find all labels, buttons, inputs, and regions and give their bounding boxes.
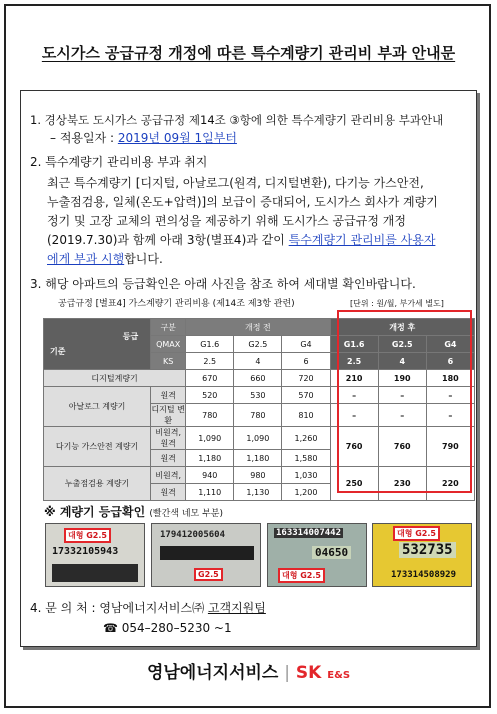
ks-before-cell: 2.5 <box>186 353 234 370</box>
fee-cell: 660 <box>234 370 282 387</box>
fee-cell-new: – <box>426 387 474 404</box>
fee-cell: 670 <box>186 370 234 387</box>
photo-heading <box>44 503 223 523</box>
qmax-after-cell: G4 <box>426 336 474 353</box>
fee-cell-new: 790 <box>426 427 474 467</box>
fee-cell-new: – <box>378 404 426 427</box>
fee-cell: 980 <box>234 467 282 484</box>
fee-cell: 1,090 <box>186 427 234 450</box>
section3-subtitle: 공급규정 [별표4] 가스계량기 관리비용 (제14조 제3항 관련) <box>58 299 295 309</box>
fee-cell-new: 220 <box>426 467 474 501</box>
fee-cell: 520 <box>186 387 234 404</box>
fee-cell: 1,260 <box>282 427 330 450</box>
section2-heading: 2. 특수계량기 관리비용 부과 취지 <box>30 155 208 169</box>
meter-photo-3 <box>267 523 367 587</box>
fee-cell: 570 <box>282 387 330 404</box>
sk-logo: SK <box>295 663 322 683</box>
ks-before-cell: 4 <box>234 353 282 370</box>
unit-note: [단위 : 원/월, 부가세 별도] <box>350 299 444 308</box>
qmax-before-cell: G2.5 <box>234 336 282 353</box>
multi-label: 다기능 가스안전 계량기 <box>44 427 151 467</box>
division-label: 구분 <box>151 319 186 336</box>
contact-phone: ☎ 054–280–5230 ~1 <box>103 621 232 635</box>
ks-label: KS <box>151 353 186 370</box>
fee-cell: 1,180 <box>234 450 282 467</box>
section2-line5 <box>47 250 163 268</box>
fee-cell: 1,090 <box>234 427 282 450</box>
sub-label: 디지털 변환 <box>151 405 185 425</box>
es-logo: E&S <box>327 670 351 681</box>
fee-cell-new: 760 <box>330 427 378 467</box>
fee-cell: 1,030 <box>282 467 330 484</box>
fee-cell-new: 250 <box>330 467 378 501</box>
fee-cell: 780 <box>186 404 234 427</box>
sub-label: 비원격, 원격 <box>151 427 186 450</box>
meter-reading: 17332105943 <box>52 546 119 557</box>
fee-cell-new: 210 <box>330 370 378 387</box>
contact-line <box>30 599 266 617</box>
grade-standard-cell <box>44 319 151 370</box>
analog-label: 아날로그 계량기 <box>44 387 151 427</box>
qmax-before-cell: G1.6 <box>186 336 234 353</box>
line4-text: (2019.7.30)과 함께 아래 3항(별표4)과 같이 <box>47 233 285 247</box>
fee-cell-new: 230 <box>378 467 426 501</box>
leak-label: 누출점검용 계량기 <box>44 467 151 501</box>
fee-cell-new: – <box>378 387 426 404</box>
serial-number: 163314007442 <box>276 528 342 538</box>
section2-line1: 최근 특수계량기 [디지털, 아날로그(원격, 디지털변환), 다기능 가스안전, <box>47 176 424 190</box>
revised-highlight-box <box>337 310 472 493</box>
fee-cell-new: – <box>330 387 378 404</box>
fee-cell: 940 <box>186 467 234 484</box>
company-name: 영남에너지서비스 <box>146 663 279 683</box>
meter-photo-1 <box>45 523 145 587</box>
photo-heading-text: ※ 계량기 등급확인 <box>44 505 146 519</box>
qmax-after-cell: G1.6 <box>330 336 378 353</box>
fee-cell-new: 190 <box>378 370 426 387</box>
standard-label: 기준 <box>50 347 66 356</box>
section1-line1: 1. 경상북도 도시가스 공급규정 제14조 ③항에 의한 특수계량기 관리비용 부과안내 <box>30 113 444 127</box>
fee-cell-new: 180 <box>426 370 474 387</box>
divider: | <box>284 663 290 683</box>
meter-photo-4 <box>372 523 472 587</box>
ks-after-cell: 4 <box>378 353 426 370</box>
lcd-reading: 532735 <box>399 542 456 558</box>
section2-line4 <box>47 231 435 249</box>
grade-tag: G2.5 <box>194 568 223 581</box>
line5-text: 합니다. <box>124 252 163 266</box>
ks-after-cell: 6 <box>426 353 474 370</box>
section1-date-line <box>50 129 237 147</box>
meter-reading: 179412005604 <box>160 530 226 540</box>
qmax-label: QMAX <box>151 336 186 353</box>
line5-highlight: 에게 부과 시행 <box>47 252 125 266</box>
qmax-after-cell: G2.5 <box>378 336 426 353</box>
counter-window <box>160 546 254 560</box>
photo-note: (빨간색 네모 부분) <box>149 509 223 519</box>
fee-cell: 1,180 <box>186 450 234 467</box>
line4-highlight: 특수계량기 관리비를 사용자 <box>288 233 436 247</box>
grade-label: 등급 <box>122 332 139 341</box>
grade-tag: 대형 G2.5 <box>393 526 440 541</box>
ks-before-cell: 6 <box>282 353 330 370</box>
after-label: 개정 후 <box>330 319 474 336</box>
contact-team: 고객지원팀 <box>207 601 266 615</box>
sub-label: 원격 <box>151 387 186 404</box>
footer-logo <box>0 658 497 683</box>
fee-cell-new: – <box>426 404 474 427</box>
sub-label: 원격 <box>151 450 186 467</box>
fee-cell: 1,580 <box>282 450 330 467</box>
sub-label: 비원격, <box>151 467 186 484</box>
lcd-reading: 04650 <box>312 546 351 559</box>
fee-cell: 1,200 <box>282 484 330 501</box>
section2-line3: 정기 및 고장 교체의 편의성을 제공하기 위해 도시가스 공급규정 개정 <box>47 214 406 228</box>
serial-number: 173314508929 <box>391 570 457 580</box>
digital-label: 디지털계량기 <box>44 370 186 387</box>
counter-window <box>52 564 138 582</box>
fee-cell-new: – <box>330 404 378 427</box>
fee-cell: 780 <box>234 404 282 427</box>
ks-after-cell: 2.5 <box>330 353 378 370</box>
fee-cell: 810 <box>282 404 330 427</box>
qmax-before-cell: G4 <box>282 336 330 353</box>
grade-tag: 대형 G2.5 <box>64 528 111 543</box>
fee-cell: 1,110 <box>186 484 234 501</box>
fee-cell: 1,130 <box>234 484 282 501</box>
page-title: 도시가스 공급규정 개정에 따른 특수계량기 관리비 부과 안내문 <box>41 44 456 62</box>
sub-label: 원격 <box>151 484 186 501</box>
fee-cell-new: 760 <box>378 427 426 467</box>
grade-tag: 대형 G2.5 <box>278 568 325 583</box>
effective-date: 2019년 09월 1일부터 <box>117 131 237 145</box>
section3-heading: 3. 해당 아파트의 등급확인은 아래 사진을 참조 하여 세대별 확인바랍니다. <box>30 277 416 291</box>
before-label: 개정 전 <box>186 319 330 336</box>
section2-line2: 누출점검용, 일체(온도+압력)]의 보급이 증대되어, 도시가스 회사가 계량기 <box>47 195 438 209</box>
fee-cell: 720 <box>282 370 330 387</box>
fee-cell: 530 <box>234 387 282 404</box>
contact-label: 4. 문 의 처 : 영남에너지서비스㈜ <box>30 601 205 615</box>
meter-photo-2 <box>151 523 261 587</box>
date-prefix: – 적용일자 : <box>50 131 115 145</box>
